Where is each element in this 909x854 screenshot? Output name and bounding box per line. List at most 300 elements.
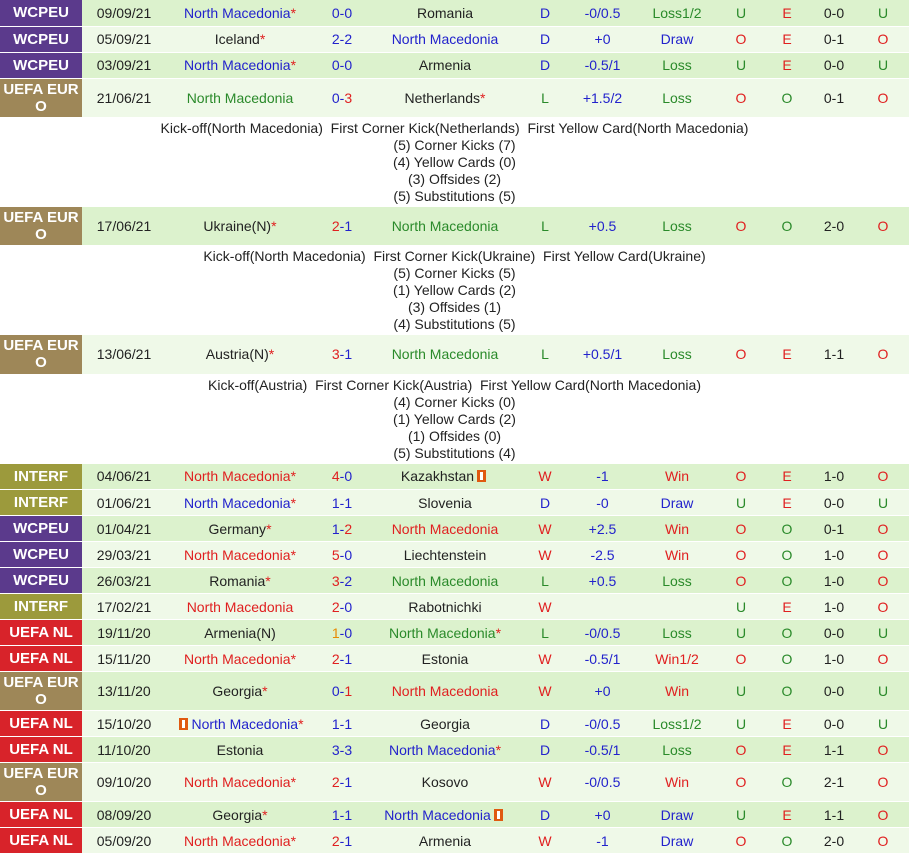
score[interactable]: 0-1	[314, 672, 370, 711]
away-score: 1	[344, 832, 353, 849]
score[interactable]: 3-3	[314, 737, 370, 763]
half-time-score: 2-0	[811, 207, 857, 246]
half-time-score: 2-0	[811, 828, 857, 854]
away-team[interactable]	[370, 737, 520, 763]
home-team-name[interactable]: Germany	[208, 520, 267, 537]
match-row[interactable]	[0, 207, 909, 246]
home-team-name[interactable]: North Macedonia	[183, 494, 291, 511]
result: D	[520, 52, 570, 78]
league-badge[interactable]: UEFA EUR O	[0, 763, 82, 802]
home-score: 0	[331, 683, 340, 699]
stat-line: (1) Offsides (0)	[407, 427, 502, 444]
home-team-name[interactable]: Austria(N)	[205, 346, 269, 363]
half-time-score: 0-0	[811, 711, 857, 737]
handicap-result: Loss	[635, 207, 719, 246]
league-badge[interactable]: INTERF	[0, 594, 82, 620]
match-date: 26/03/21	[82, 568, 166, 594]
score[interactable]: 2-1	[314, 828, 370, 854]
away-team-name[interactable]: Kosovo	[421, 774, 469, 790]
league-badge[interactable]: UEFA EUR O	[0, 672, 82, 711]
home-team[interactable]	[166, 646, 314, 672]
half-time-score: 0-0	[811, 672, 857, 711]
match-row[interactable]	[0, 52, 909, 78]
away-team-name[interactable]: Romania	[416, 4, 474, 21]
home-team-name[interactable]: Iceland	[214, 31, 260, 47]
score[interactable]: 2-1	[314, 207, 370, 246]
away-team[interactable]	[370, 646, 520, 672]
over-under: O	[719, 763, 763, 802]
stat-line: (4) Yellow Cards (0)	[393, 153, 516, 170]
score[interactable]: 0-0	[314, 52, 370, 78]
half-time-over-under: U	[857, 620, 909, 646]
half-time-score: 1-1	[811, 335, 857, 374]
handicap: -0.5/1	[570, 737, 635, 763]
away-team-name[interactable]: Liechtenstein	[403, 546, 487, 563]
score[interactable]: 1-1	[314, 802, 370, 828]
match-date: 19/11/20	[82, 620, 166, 646]
away-score: 1	[344, 806, 353, 823]
match-row[interactable]	[0, 672, 909, 711]
handicap: -0/0.5	[570, 711, 635, 737]
home-team-name[interactable]: North Macedonia	[183, 650, 291, 667]
odd-even: O	[763, 763, 811, 802]
home-star: *	[271, 217, 277, 234]
odd-even: E	[763, 464, 811, 490]
handicap: +0.5	[570, 568, 635, 594]
home-score: 0	[331, 57, 340, 73]
stat-line: (5) Corner Kicks (5)	[393, 265, 516, 281]
stat-line: (1) Yellow Cards (2)	[393, 410, 516, 427]
half-time-over-under: O	[857, 568, 909, 594]
score[interactable]: 2-2	[314, 26, 370, 52]
league-badge[interactable]: UEFA EUR O	[0, 78, 82, 117]
home-team-name[interactable]: North Macedonia	[191, 715, 299, 732]
odd-even: E	[763, 26, 811, 52]
home-star: *	[259, 31, 266, 47]
result: D	[520, 490, 570, 516]
home-star: *	[268, 346, 275, 363]
away-team[interactable]	[370, 594, 520, 620]
half-time-over-under: O	[857, 646, 909, 672]
home-star: *	[265, 572, 271, 589]
stat-line: Kick-off(North Macedonia) First Corner Kick(Ukraine) First Yellow Card(Ukraine)	[203, 248, 706, 264]
match-row[interactable]	[0, 490, 909, 516]
away-team-name[interactable]: Armenia	[418, 832, 472, 849]
handicap-result: Win	[635, 464, 719, 490]
away-score: 3	[344, 741, 353, 758]
score[interactable]: 5-0	[314, 542, 370, 568]
league-badge[interactable]: WCPEU	[0, 542, 82, 568]
home-team-name[interactable]: North Macedonia	[183, 468, 291, 485]
over-under: O	[719, 516, 763, 542]
league-badge[interactable]: UEFA NL	[0, 711, 82, 737]
home-star: *	[266, 520, 272, 537]
home-team-name[interactable]: Romania	[209, 572, 266, 589]
score[interactable]: 2-1	[314, 763, 370, 802]
half-time-over-under: O	[857, 516, 909, 542]
result: L	[520, 335, 570, 374]
half-time-over-under: O	[857, 78, 909, 117]
away-team-name[interactable]: North Macedonia	[391, 217, 499, 234]
match-date: 08/09/20	[82, 802, 166, 828]
away-team[interactable]	[370, 464, 520, 490]
home-star: *	[290, 494, 297, 511]
home-team[interactable]	[166, 490, 314, 516]
handicap: -1	[570, 828, 635, 854]
home-team[interactable]	[166, 802, 314, 828]
away-team[interactable]	[370, 763, 520, 802]
match-row[interactable]	[0, 542, 909, 568]
away-score: 1	[344, 217, 353, 234]
away-score: 0	[344, 4, 353, 21]
match-row[interactable]	[0, 0, 909, 26]
match-row[interactable]	[0, 568, 909, 594]
handicap: -0/0.5	[570, 620, 635, 646]
half-time-score: 1-1	[811, 737, 857, 763]
handicap-result: Loss	[635, 568, 719, 594]
odd-even: O	[763, 207, 811, 246]
handicap-result: Win	[635, 672, 719, 711]
result: W	[520, 464, 570, 490]
away-team-name[interactable]: Slovenia	[418, 494, 472, 511]
away-team[interactable]	[370, 207, 520, 246]
half-time-over-under: O	[857, 594, 909, 620]
away-team-name[interactable]: North Macedonia	[391, 31, 499, 47]
score[interactable]: 2-0	[314, 594, 370, 620]
match-date: 13/06/21	[82, 335, 166, 374]
home-team[interactable]	[166, 0, 314, 26]
home-team[interactable]	[166, 335, 314, 374]
handicap-result: Loss	[635, 52, 719, 78]
score[interactable]: 2-1	[314, 646, 370, 672]
away-score: 0	[344, 468, 353, 485]
league-badge[interactable]: UEFA NL	[0, 620, 82, 646]
away-score: 1	[344, 346, 353, 363]
home-team[interactable]	[166, 207, 314, 246]
result: D	[520, 711, 570, 737]
handicap-result: Loss	[635, 620, 719, 646]
result: L	[520, 620, 570, 646]
away-team-name[interactable]: Netherlands	[404, 89, 481, 106]
stat-line: (3) Offsides (2)	[407, 170, 502, 187]
league-badge[interactable]: UEFA NL	[0, 737, 82, 763]
handicap-result: Loss	[635, 335, 719, 374]
away-team[interactable]	[370, 620, 520, 646]
handicap-result: Loss1/2	[635, 0, 719, 26]
score[interactable]: 3-1	[314, 335, 370, 374]
home-score: 2	[331, 774, 340, 790]
home-score: 1	[331, 494, 340, 511]
home-team[interactable]	[166, 620, 314, 646]
league-badge[interactable]: WCPEU	[0, 568, 82, 594]
away-team[interactable]	[370, 828, 520, 854]
half-time-score: 1-0	[811, 464, 857, 490]
home-team-name[interactable]: North Macedonia	[186, 598, 294, 615]
league-badge[interactable]: WCPEU	[0, 516, 82, 542]
home-team-name[interactable]: North Macedonia	[183, 57, 291, 73]
home-team[interactable]	[166, 672, 314, 711]
half-time-score: 1-0	[811, 646, 857, 672]
match-stats-row	[0, 246, 909, 336]
result: W	[520, 542, 570, 568]
score[interactable]: 0-0	[314, 0, 370, 26]
match-date: 11/10/20	[82, 737, 166, 763]
odd-even: O	[763, 828, 811, 854]
home-team[interactable]	[166, 594, 314, 620]
away-team-name[interactable]: North Macedonia	[388, 624, 496, 641]
away-team-name[interactable]: Kazakhstan	[400, 468, 475, 485]
over-under: O	[719, 207, 763, 246]
away-star: *	[495, 741, 502, 758]
odd-even: E	[763, 594, 811, 620]
over-under: O	[719, 26, 763, 52]
over-under: U	[719, 52, 763, 78]
odd-even: O	[763, 672, 811, 711]
half-time-over-under: U	[857, 52, 909, 78]
match-row[interactable]	[0, 620, 909, 646]
match-row[interactable]	[0, 763, 909, 802]
over-under: O	[719, 542, 763, 568]
over-under: O	[719, 828, 763, 854]
result: L	[520, 568, 570, 594]
result: L	[520, 78, 570, 117]
home-team-name[interactable]: North Macedonia	[183, 4, 291, 21]
away-team[interactable]	[370, 78, 520, 117]
away-team-name[interactable]: Rabotnichki	[408, 598, 482, 615]
home-star: *	[262, 806, 268, 823]
home-star: *	[290, 774, 297, 790]
score[interactable]: 1-0	[314, 620, 370, 646]
home-team[interactable]	[166, 516, 314, 542]
away-team[interactable]	[370, 711, 520, 737]
handicap: +2.5	[570, 516, 635, 542]
half-time-score: 0-1	[811, 516, 857, 542]
away-team[interactable]	[370, 568, 520, 594]
odd-even: O	[763, 646, 811, 672]
score[interactable]: 4-0	[314, 464, 370, 490]
stat-line: (5) Substitutions (4)	[393, 444, 516, 461]
red-card-icon	[179, 718, 188, 730]
home-team-name[interactable]: Georgia	[212, 683, 263, 699]
half-time-score: 0-0	[811, 52, 857, 78]
away-score: 0	[344, 57, 353, 73]
home-team[interactable]	[166, 737, 314, 763]
home-team[interactable]	[166, 52, 314, 78]
match-date: 15/10/20	[82, 711, 166, 737]
half-time-score: 1-0	[811, 542, 857, 568]
handicap-result: Loss1/2	[635, 711, 719, 737]
away-team[interactable]	[370, 335, 520, 374]
odd-even: E	[763, 335, 811, 374]
match-date: 13/11/20	[82, 672, 166, 711]
handicap: +0	[570, 672, 635, 711]
away-team[interactable]	[370, 516, 520, 542]
match-date: 05/09/20	[82, 828, 166, 854]
home-star: *	[290, 468, 297, 485]
away-score: 2	[344, 31, 353, 47]
match-row[interactable]	[0, 464, 909, 490]
match-row[interactable]	[0, 802, 909, 828]
home-team-name[interactable]: Estonia	[216, 741, 264, 758]
home-team-name[interactable]: Georgia	[212, 806, 263, 823]
handicap: +0	[570, 26, 635, 52]
match-row[interactable]	[0, 828, 909, 854]
half-time-score: 0-1	[811, 26, 857, 52]
stat-line: (1) Yellow Cards (2)	[393, 282, 516, 298]
half-time-over-under: U	[857, 0, 909, 26]
league-badge[interactable]: UEFA EUR O	[0, 207, 82, 246]
league-badge[interactable]: UEFA NL	[0, 646, 82, 672]
odd-even: E	[763, 711, 811, 737]
match-row[interactable]	[0, 737, 909, 763]
handicap: +0	[570, 802, 635, 828]
over-under: O	[719, 78, 763, 117]
odd-even: E	[763, 52, 811, 78]
handicap: -0	[570, 490, 635, 516]
home-score: 2	[331, 31, 340, 47]
score[interactable]: 1-1	[314, 490, 370, 516]
home-score: 2	[331, 217, 340, 234]
handicap-result: Draw	[635, 490, 719, 516]
home-team-name[interactable]: North Macedonia	[183, 774, 291, 790]
home-team-name[interactable]: North Macedonia	[183, 546, 291, 563]
score[interactable]: 3-2	[314, 568, 370, 594]
match-row[interactable]	[0, 711, 909, 737]
match-row[interactable]	[0, 26, 909, 52]
league-badge[interactable]: WCPEU	[0, 52, 82, 78]
home-score: 3	[331, 741, 340, 758]
handicap-result: Draw	[635, 26, 719, 52]
away-team-name[interactable]: North Macedonia	[384, 806, 491, 823]
away-team[interactable]	[370, 52, 520, 78]
match-date: 17/02/21	[82, 594, 166, 620]
league-badge[interactable]: INTERF	[0, 464, 82, 490]
home-team[interactable]	[166, 464, 314, 490]
away-team-name[interactable]: North Macedonia	[391, 520, 499, 537]
away-team-name[interactable]: North Macedonia	[391, 683, 499, 699]
match-stats-row	[0, 117, 909, 207]
handicap-result: Win1/2	[635, 646, 719, 672]
away-score: 2	[344, 520, 353, 537]
half-time-over-under: O	[857, 207, 909, 246]
home-team-name[interactable]: North Macedonia	[186, 89, 294, 106]
home-team[interactable]	[166, 78, 314, 117]
home-team[interactable]	[166, 542, 314, 568]
home-star: *	[290, 546, 297, 563]
match-stats-row	[0, 374, 909, 464]
home-team[interactable]	[166, 711, 314, 737]
score[interactable]: 1-2	[314, 516, 370, 542]
league-badge[interactable]: WCPEU	[0, 26, 82, 52]
home-score: 5	[331, 546, 340, 563]
odd-even: O	[763, 620, 811, 646]
home-star: *	[290, 4, 297, 21]
league-badge[interactable]: UEFA NL	[0, 828, 82, 854]
over-under: O	[719, 335, 763, 374]
league-badge[interactable]: WCPEU	[0, 0, 82, 26]
over-under: O	[719, 646, 763, 672]
home-score: 2	[331, 650, 340, 667]
over-under: U	[719, 672, 763, 711]
league-badge[interactable]: UEFA NL	[0, 802, 82, 828]
home-team[interactable]	[166, 26, 314, 52]
league-badge[interactable]: INTERF	[0, 490, 82, 516]
result: W	[520, 646, 570, 672]
handicap: -0/0.5	[570, 763, 635, 802]
away-team-name[interactable]: Armenia	[418, 57, 472, 73]
over-under: O	[719, 464, 763, 490]
over-under: U	[719, 0, 763, 26]
home-team-name[interactable]: Ukraine(N)	[203, 217, 272, 234]
match-date: 04/06/21	[82, 464, 166, 490]
home-team[interactable]	[166, 763, 314, 802]
match-row[interactable]	[0, 516, 909, 542]
half-time-over-under: O	[857, 828, 909, 854]
result: D	[520, 737, 570, 763]
away-team-name[interactable]: North Macedonia	[391, 346, 499, 363]
match-date: 01/06/21	[82, 490, 166, 516]
half-time-score: 0-0	[811, 0, 857, 26]
red-card-icon	[494, 809, 503, 821]
home-team[interactable]	[166, 568, 314, 594]
away-score: 1	[344, 774, 353, 790]
home-team-name[interactable]: North Macedonia	[183, 832, 291, 849]
away-team-name[interactable]: North Macedonia	[391, 572, 499, 589]
away-team[interactable]	[370, 672, 520, 711]
odd-even: E	[763, 490, 811, 516]
home-score: 0	[331, 4, 340, 21]
away-team[interactable]	[370, 0, 520, 26]
half-time-score: 0-0	[811, 620, 857, 646]
stat-line: Kick-off(North Macedonia) First Corner Kick(Netherlands) First Yellow Card(North Macedonia)	[160, 119, 749, 136]
match-row[interactable]	[0, 335, 909, 374]
half-time-score: 0-1	[811, 78, 857, 117]
match-row[interactable]	[0, 646, 909, 672]
score[interactable]: 1-1	[314, 711, 370, 737]
stat-line: (5) Corner Kicks (7)	[393, 136, 516, 153]
result: D	[520, 0, 570, 26]
over-under: U	[719, 490, 763, 516]
away-team[interactable]	[370, 542, 520, 568]
away-team-name[interactable]: Georgia	[420, 715, 470, 732]
match-row[interactable]	[0, 594, 909, 620]
home-score: 4	[331, 468, 340, 485]
league-badge[interactable]: UEFA EUR O	[0, 335, 82, 374]
half-time-over-under: O	[857, 335, 909, 374]
handicap-result	[635, 594, 719, 620]
home-score: 3	[331, 346, 340, 363]
half-time-over-under: O	[857, 464, 909, 490]
handicap	[570, 594, 635, 620]
over-under: U	[719, 711, 763, 737]
half-time-over-under: U	[857, 672, 909, 711]
away-team[interactable]	[370, 26, 520, 52]
home-team[interactable]	[166, 828, 314, 854]
score[interactable]: 0-3	[314, 78, 370, 117]
home-team-name[interactable]: Armenia(N)	[204, 624, 276, 641]
handicap: -2.5	[570, 542, 635, 568]
away-team-name[interactable]: North Macedonia	[388, 741, 496, 758]
home-star: *	[290, 650, 297, 667]
away-team[interactable]	[370, 802, 520, 828]
away-team[interactable]	[370, 490, 520, 516]
away-team-name[interactable]: Estonia	[421, 650, 469, 667]
odd-even: O	[763, 542, 811, 568]
stat-line: (3) Offsides (1)	[407, 299, 502, 315]
match-row[interactable]	[0, 78, 909, 117]
match-stats	[0, 374, 909, 464]
over-under: O	[719, 737, 763, 763]
